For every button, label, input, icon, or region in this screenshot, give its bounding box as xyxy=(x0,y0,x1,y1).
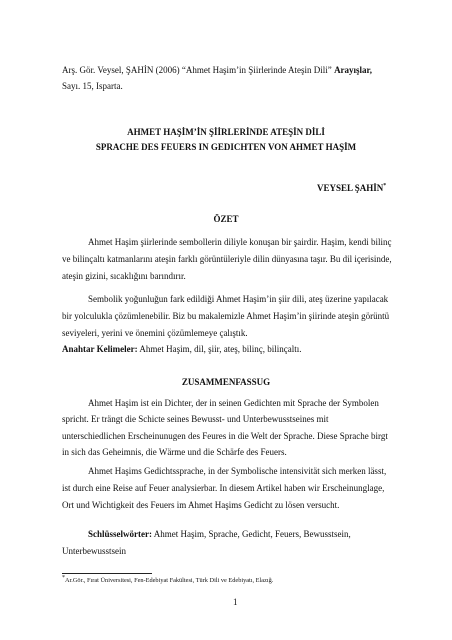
footnote xyxy=(62,574,274,585)
ozet-line: Ahmet Haşim şiirlerinde sembollerin diliyle konuşan bir şairdir. Haşim, kendi bilinç xyxy=(88,237,392,247)
zusammenfassung-heading: ZUSAMMENFASSUG xyxy=(181,377,271,387)
citation-line-1 xyxy=(62,64,372,76)
ozet-keywords-label: Anahtar Kelimeler: xyxy=(62,344,138,354)
footnote-divider xyxy=(62,573,152,574)
title-german: SPRACHE DES FEUERS IN GEDICHTEN VON AHMET HAŞİM xyxy=(95,142,357,152)
footnote-mark: * xyxy=(62,574,65,581)
zusammenfassung-line: in sich das Geheimnis, die Wärme und die Schärfe des Feuers. xyxy=(62,447,287,457)
author-name-text: VEYSEL ŞAHİN xyxy=(317,183,384,193)
journal-name: Arayışlar, xyxy=(334,65,372,75)
ozet-line: Sembolik yoğunluğun fark edildiği Ahmet Haşim’in şiir dili, ateş üzerine yapılacak xyxy=(88,294,389,304)
ozet-line: bir yolculukla çözümlenebilir. Biz bu makalemizle Ahmet Haşim’in şiirinde ateşin görüntü xyxy=(62,311,390,321)
ozet-line: ve bilinçaltı katmanlarını ateşin farklı görüntüleriyle dilin dünyasına taşır. Bu dil içerisinde, xyxy=(62,254,392,264)
page-number: 1 xyxy=(233,597,238,607)
ozet-line: ateşin gizini, sıcaklığını barındırır. xyxy=(62,271,186,281)
zusammenfassung-keywords xyxy=(88,528,351,540)
zusammenfassung-keywords-cont: Unterbewusstsein xyxy=(62,546,126,556)
zusammenfassung-line: spricht. Er trängt die Schicte seines Bewusst- und Unterbewusstseines mit xyxy=(62,414,329,424)
zusammenfassung-keywords-text: Ahmet Haşim, Sprache, Gedicht, Feuers, Bewusstsein, xyxy=(152,529,351,539)
zusammenfassung-line: ist durch eine Reise auf Feuer analysierbar. In diesem Artikel haben wir Erscheinunglage, xyxy=(62,483,385,493)
zusammenfassung-line: Ort und Wichtigkeit des Feuers im Ahmet Haşims Gedicht zu lösen versucht. xyxy=(62,500,340,510)
zusammenfassung-line: Ahmet Haşims Gedichtssprache, in der Symbolische intensivität sich merken lässt, xyxy=(88,466,387,476)
citation-line-2: Sayı. 15, Isparta. xyxy=(62,81,123,91)
footnote-text: Ar.Gör., Fırat Üniversitesi, Fen-Edebiyat Fakültesi, Türk Dili ve Edebiyatı, Elazığ. xyxy=(65,577,274,584)
ozet-heading: ÖZET xyxy=(213,214,239,224)
zusammenfassung-line: Ahmet Haşim ist ein Dichter, der in seinen Gedichten mit Sprache der Symbolen xyxy=(88,398,379,408)
ozet-keywords-text: Ahmet Haşim, dil, şiir, ateş, bilinç, bilinçaltı. xyxy=(137,344,302,354)
zusammenfassung-line: unterschiedlichen Erscheinunugen des Feures in die Welt der Sprache. Diese Sprache birgt xyxy=(62,431,388,441)
citation-text: Arş. Gör. Veysel, ŞAHİN (2006) “Ahmet Haşim’in Şiirlerinde Ateşin Dili” xyxy=(62,65,335,75)
title-turkish: AHMET HAŞİM’İN ŞİİRLERİNDE ATEŞİN DİLİ xyxy=(127,127,325,137)
ozet-keywords xyxy=(62,343,301,355)
author-footnote-mark: * xyxy=(383,183,387,189)
author-name xyxy=(317,182,386,194)
zusammenfassung-keywords-label: Schlüsselwörter: xyxy=(88,529,152,539)
ozet-line: seviyeleri, yerini ve önemini çözümlemeye çalıştık. xyxy=(62,328,248,338)
